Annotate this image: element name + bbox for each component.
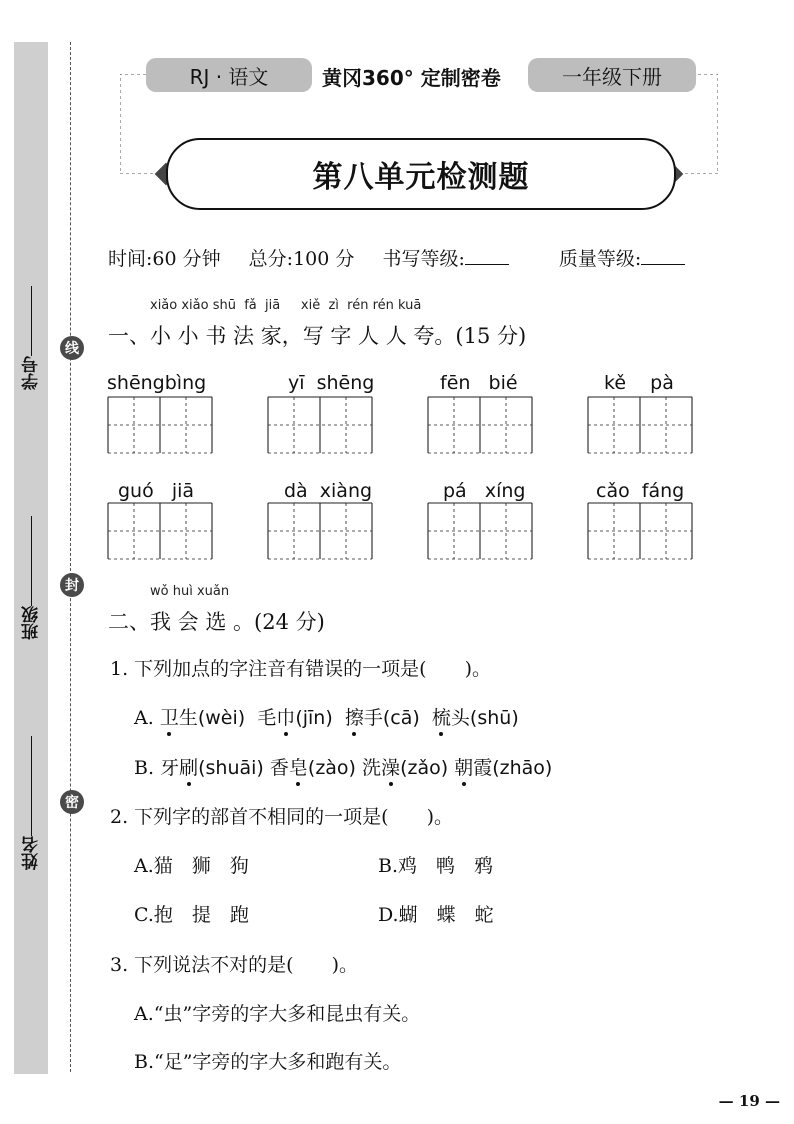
name-field xyxy=(14,732,48,870)
quality-grade xyxy=(559,248,707,270)
q1b-word-2: 香皂(zào) xyxy=(269,757,356,779)
subject-pill: RJ · 语文 xyxy=(146,58,312,92)
page-number: — 19 — xyxy=(718,1092,780,1110)
student-id-label: 学号 xyxy=(21,356,42,390)
section1-pinyin: xiǎo xiǎo shū fǎ jiā xiě zì rén rén kuā xyxy=(150,298,422,313)
score-info: 总分:100 分 xyxy=(248,248,355,270)
q1a-word-2: 毛巾(jīn) xyxy=(257,707,333,729)
name-line xyxy=(31,736,32,836)
q2-option-c[interactable]: C.抱 提 跑 xyxy=(134,904,249,926)
grade-pill: 一年级下册 xyxy=(528,58,696,92)
student-id-field xyxy=(14,282,48,390)
q1a-word-4: 梳头(shū) xyxy=(431,707,519,729)
section2-pinyin: wǒ huì xuǎn xyxy=(150,584,230,599)
brand-label: 黄冈360° 定制密卷 xyxy=(322,66,501,90)
q1-option-b[interactable] xyxy=(134,753,552,780)
question-1: 1. 下列加点的字注音有错误的一项是( )。 xyxy=(110,658,491,680)
pinyin-item: fēn bié xyxy=(440,372,518,394)
q2-option-a[interactable]: A.猫 狮 狗 xyxy=(134,855,249,877)
option-label: A. xyxy=(134,707,154,729)
question-2: 2. 下列字的部首不相同的一项是( )。 xyxy=(110,806,453,828)
writing-grade-label: 书写等级: xyxy=(382,248,465,270)
pinyin-item: kě pà xyxy=(604,372,674,394)
q3-option-b[interactable]: B.“足”字旁的字大多和跑有关。 xyxy=(134,1051,402,1073)
pinyin-item: shēngbìng xyxy=(107,372,207,394)
question-3: 3. 下列说法不对的是( )。 xyxy=(110,954,358,976)
quality-grade-blank[interactable] xyxy=(641,246,685,265)
class-line xyxy=(31,516,32,606)
q1a-word-3: 擦手(cā) xyxy=(344,707,420,729)
q1b-word-1: 牙刷(shuāi) xyxy=(160,757,264,779)
q1-option-a[interactable] xyxy=(134,703,519,730)
quality-grade-label: 质量等级: xyxy=(558,248,642,270)
seal-line: 线 xyxy=(60,336,84,360)
binding-strip xyxy=(14,42,48,1074)
pinyin-item: cǎo fáng xyxy=(596,480,685,502)
class-label: 班级 xyxy=(21,606,42,640)
q1b-word-4: 朝霞(zhāo) xyxy=(454,757,553,779)
section2-heading: 二、我 会 选 。(24 分) xyxy=(108,610,325,634)
q1a-word-1: 卫生(wèi) xyxy=(159,707,246,729)
time-info: 时间:60 分钟 xyxy=(108,248,221,270)
seal-mi: 密 xyxy=(60,790,84,814)
pinyin-item: pá xíng xyxy=(443,480,526,502)
pinyin-item: dà xiàng xyxy=(284,480,373,502)
exam-info xyxy=(108,244,729,271)
page-title: 第八单元检测题 xyxy=(312,160,530,195)
section1-heading: 一、小 小 书 法 家，写 字 人 人 夸。(15 分) xyxy=(108,324,527,348)
writing-grade-blank[interactable] xyxy=(465,246,509,265)
option-label: B. xyxy=(134,757,155,779)
seal-feng: 封 xyxy=(60,573,84,597)
q2-option-d[interactable]: D.蝴 蝶 蛇 xyxy=(378,904,494,926)
cut-line xyxy=(70,42,71,1072)
writing-grids[interactable] xyxy=(100,395,700,565)
student-id-line xyxy=(31,286,32,356)
q1b-word-3: 洗澡(zǎo) xyxy=(362,757,449,779)
writing-grade xyxy=(382,248,530,270)
pinyin-item: yī shēng xyxy=(288,372,375,394)
title-box xyxy=(166,138,676,210)
class-field xyxy=(14,512,48,640)
pinyin-item: guó jiā xyxy=(118,480,195,502)
q3-option-a[interactable]: A.“虫”字旁的字大多和昆虫有关。 xyxy=(134,1003,421,1025)
q2-option-b[interactable]: B.鸡 鸭 鸦 xyxy=(378,855,494,877)
name-label: 姓名 xyxy=(21,836,42,870)
